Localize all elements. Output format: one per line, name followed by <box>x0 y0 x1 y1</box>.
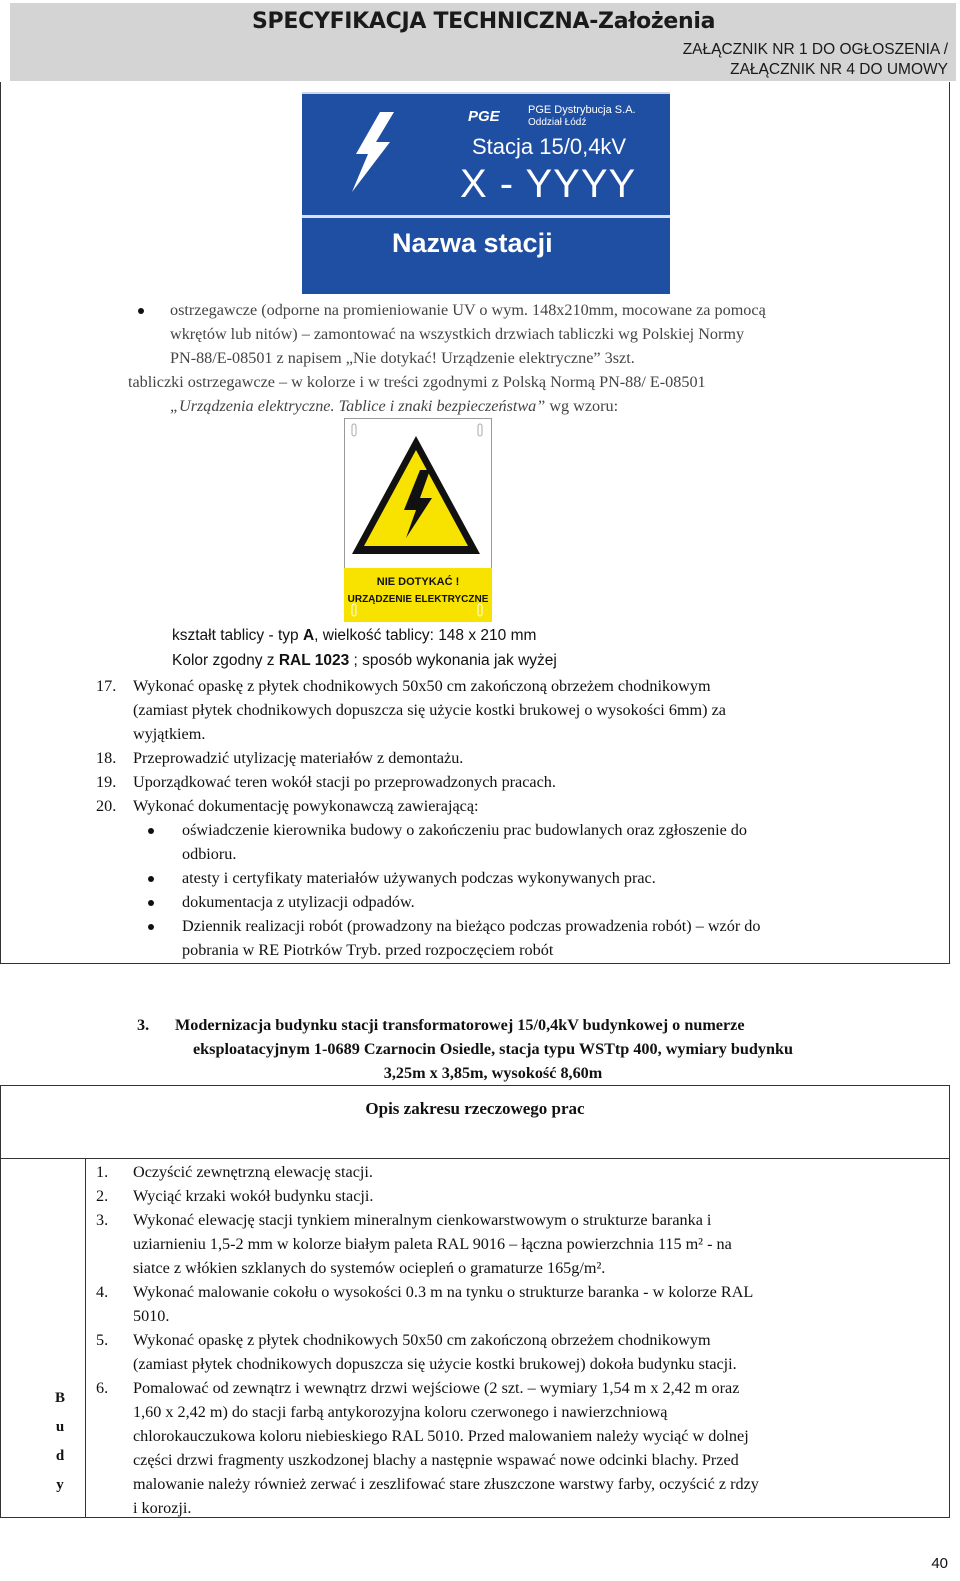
item-text-line: Uporządkować teren wokół stacji po przeprowadzonych pracach. <box>133 773 556 791</box>
side-letter: u <box>55 1419 65 1435</box>
doc-item-text-line: Dziennik realizacji robót (prowadzony na bieżąco podczas prowadzenia robót) – wzór do <box>182 917 761 935</box>
sign-station: Stacja 15/0,4kV <box>472 134 627 159</box>
size-label: , wielkość tablicy: <box>314 627 439 644</box>
item-number: 6. <box>96 1379 109 1397</box>
item-number: 3. <box>96 1211 109 1229</box>
doc-item-text-line: odbioru. <box>182 845 237 863</box>
item-number: 17. <box>96 677 117 695</box>
plate-shape-line <box>172 624 872 648</box>
annex-line-2: ZAŁĄCZNIK NR 4 DO UMOWY <box>730 61 948 78</box>
warning-plate-line-2: wkrętów lub nitów) – zamontować na wszystkich drzwiach tabliczki wg Polskiej Normy <box>170 325 745 343</box>
item-number: 5. <box>96 1331 109 1349</box>
item-text-line: Wykonać dokumentację powykonawczą zawierającą: <box>133 797 479 815</box>
item-number: 20. <box>96 797 117 815</box>
side-label-cell <box>0 1158 86 1518</box>
section-3-heading-line-1: Modernizacja budynku stacji transformatorowej 15/0,4kV budynkowej o numerze <box>175 1016 745 1034</box>
warning-sign <box>344 418 492 622</box>
color-label: Kolor zgodny z <box>172 652 279 669</box>
sign-text-nie-dotykac: NIE DOTYKAĆ ! <box>376 576 460 588</box>
item-text-line: Wykonać malowanie cokołu o wysokości 0.3 m na tynku o strukturze baranka - w kolorze RAL <box>133 1283 754 1301</box>
side-letter: d <box>55 1448 65 1464</box>
page-header <box>10 3 956 81</box>
item-text-line: 5010. <box>133 1307 170 1325</box>
warning-sign-image <box>344 418 492 622</box>
item-text-line: Oczyścić zewnętrzną elewację stacji. <box>133 1163 373 1181</box>
warning-plate-line-4: tabliczki ostrzegawcze – w kolorze i w treści zgodnymi z Polską Normą PN-88/ E-08501 <box>128 373 706 391</box>
doc-item-text-line: oświadczenie kierownika budowy o zakończeniu prac budowlanych oraz zgłoszenie do <box>182 821 747 839</box>
bullet <box>148 924 154 930</box>
item-number: 19. <box>96 773 117 791</box>
station-sign <box>302 92 670 294</box>
annex-line-1: ZAŁĄCZNIK NR 1 DO OGŁOSZENIA / <box>682 41 948 58</box>
shape-type: A <box>302 627 315 644</box>
item-text-line: i korozji. <box>133 1499 192 1517</box>
item-number: 1. <box>96 1163 109 1181</box>
section-3-heading-line-2: eksploatacyjnym 1-0689 Czarnocin Osiedle, stacja typu WSTtp 400, wymiary budynku <box>192 1040 794 1058</box>
bullet <box>138 308 144 314</box>
side-letter: y <box>56 1477 64 1493</box>
item-text-line: siatce z włókien szklanych do systemów ociepleń o gramaturze 165g/m². <box>133 1259 606 1277</box>
item-text-line: uziarnieniu 1,5-2 mm w kolorze białym paleta RAL 9016 – łączna powierzchnia 115 m² - na <box>133 1235 732 1253</box>
standard-title: „Urządzenia elektryczne. Tablice i znaki bezpieczeństwa” <box>170 397 546 415</box>
sign-station-name: Nazwa stacji <box>392 228 553 258</box>
item-number: 4. <box>96 1283 109 1301</box>
sign-code: X - YYYY <box>460 162 637 206</box>
sign-branch: Oddział Łódź <box>528 117 587 128</box>
scope-table-header: Opis zakresu rzeczowego prac <box>365 1099 585 1118</box>
item-text-line: Pomalować od zewnątrz i wewnątrz drzwi wejściowe (2 szt. – wymiary 1,54 m x 2,42 m oraz <box>133 1379 740 1397</box>
doc-item-text-line: atesty i certyfikaty materiałów używanych podczas wykonywanych prac. <box>182 869 656 887</box>
doc-item-text-line: dokumentacja z utylizacji odpadów. <box>182 893 415 911</box>
item-text-line: części drzwi fragmenty uszkodzonej blachy a następnie wspawać nowe odcinki blachy. Przed <box>133 1451 739 1469</box>
item-text-line: Wykonać opaskę z płytek chodnikowych 50x50 cm zakończoną obrzeżem chodnikowym <box>133 677 711 695</box>
side-letter: B <box>54 1390 65 1406</box>
warning-plate-line-5 <box>170 394 937 418</box>
side-label <box>52 1384 68 1500</box>
sign-company: PGE Dystrybucja S.A. <box>528 104 636 116</box>
item-text-line: Wykonać elewację stacji tynkiem mineralnym cienkowarstwowym o strukturze baranka i <box>133 1211 712 1229</box>
item-text-line: malowanie należy również zerwać i zeszlifować stare złuszczone warstwy farby, oczyścić z rdzy <box>133 1475 759 1493</box>
item-text-line: Przeprowadzić utylizację materiałów z demontażu. <box>133 749 464 767</box>
color-value: RAL 1023 <box>278 652 350 669</box>
bullet <box>148 828 154 834</box>
section-3-number: 3. <box>137 1016 150 1034</box>
section-3-heading-line-3: 3,25m x 3,85m, wysokość 8,60m <box>383 1064 603 1082</box>
plate-color-line <box>172 649 872 673</box>
document-title: SPECYFIKACJA TECHNICZNA-Założenia <box>252 9 716 34</box>
item-text-line: 1,60 x 2,42 m) do stacji farbą antykorozyjna koloru czerwonego i nawierzchniową <box>133 1403 668 1421</box>
doc-item-text-line: pobrania w RE Piotrków Tryb. przed rozpoczęciem robót <box>182 941 554 959</box>
item-text-line: Wykonać opaskę z płytek chodnikowych 50x50 cm zakończoną obrzeżem chodnikowym <box>133 1331 711 1349</box>
item-number: 18. <box>96 749 117 767</box>
model-label: wg wzoru: <box>545 397 619 415</box>
item-text-line: (zamiast płytek chodnikowych dopuszcza się użycie kostki brukowej o wysokości 6mm) za <box>133 701 726 719</box>
page-number: 40 <box>931 1555 948 1572</box>
warning-plate-line-1: ostrzegawcze (odporne na promieniowanie UV o wym. 148x210mm, mocowane za pomocą <box>170 301 766 319</box>
sign-text-urzadzenie: URZĄDZENIE ELEKTRYCZNE <box>347 594 489 605</box>
item-text-line: Wyciąć krzaki wokół budynku stacji. <box>133 1187 374 1205</box>
item-text-line: chlorokauczukowa koloru niebieskiego RAL 5010. Przed malowaniem należy wyciąć w dolnej <box>133 1427 749 1445</box>
size-value: 148 x 210 mm <box>438 627 537 644</box>
color-suffix: ; sposób wykonania jak wyżej <box>349 652 557 669</box>
item-text-line: wyjątkiem. <box>133 725 206 743</box>
item-number: 2. <box>96 1187 109 1205</box>
warning-plate-line-3: PN-88/E-08501 z napisem „Nie dotykać! Urządzenie elektryczne” 3szt. <box>170 349 635 367</box>
item-text-line: (zamiast płytek chodnikowych dopuszcza się użycie kostki brukowej) dokoła budynku stacji. <box>133 1355 737 1373</box>
pge-logo: PGE <box>468 108 500 125</box>
bullet <box>148 900 154 906</box>
shape-label: kształt tablicy - typ <box>172 627 303 644</box>
bullet <box>148 876 154 882</box>
